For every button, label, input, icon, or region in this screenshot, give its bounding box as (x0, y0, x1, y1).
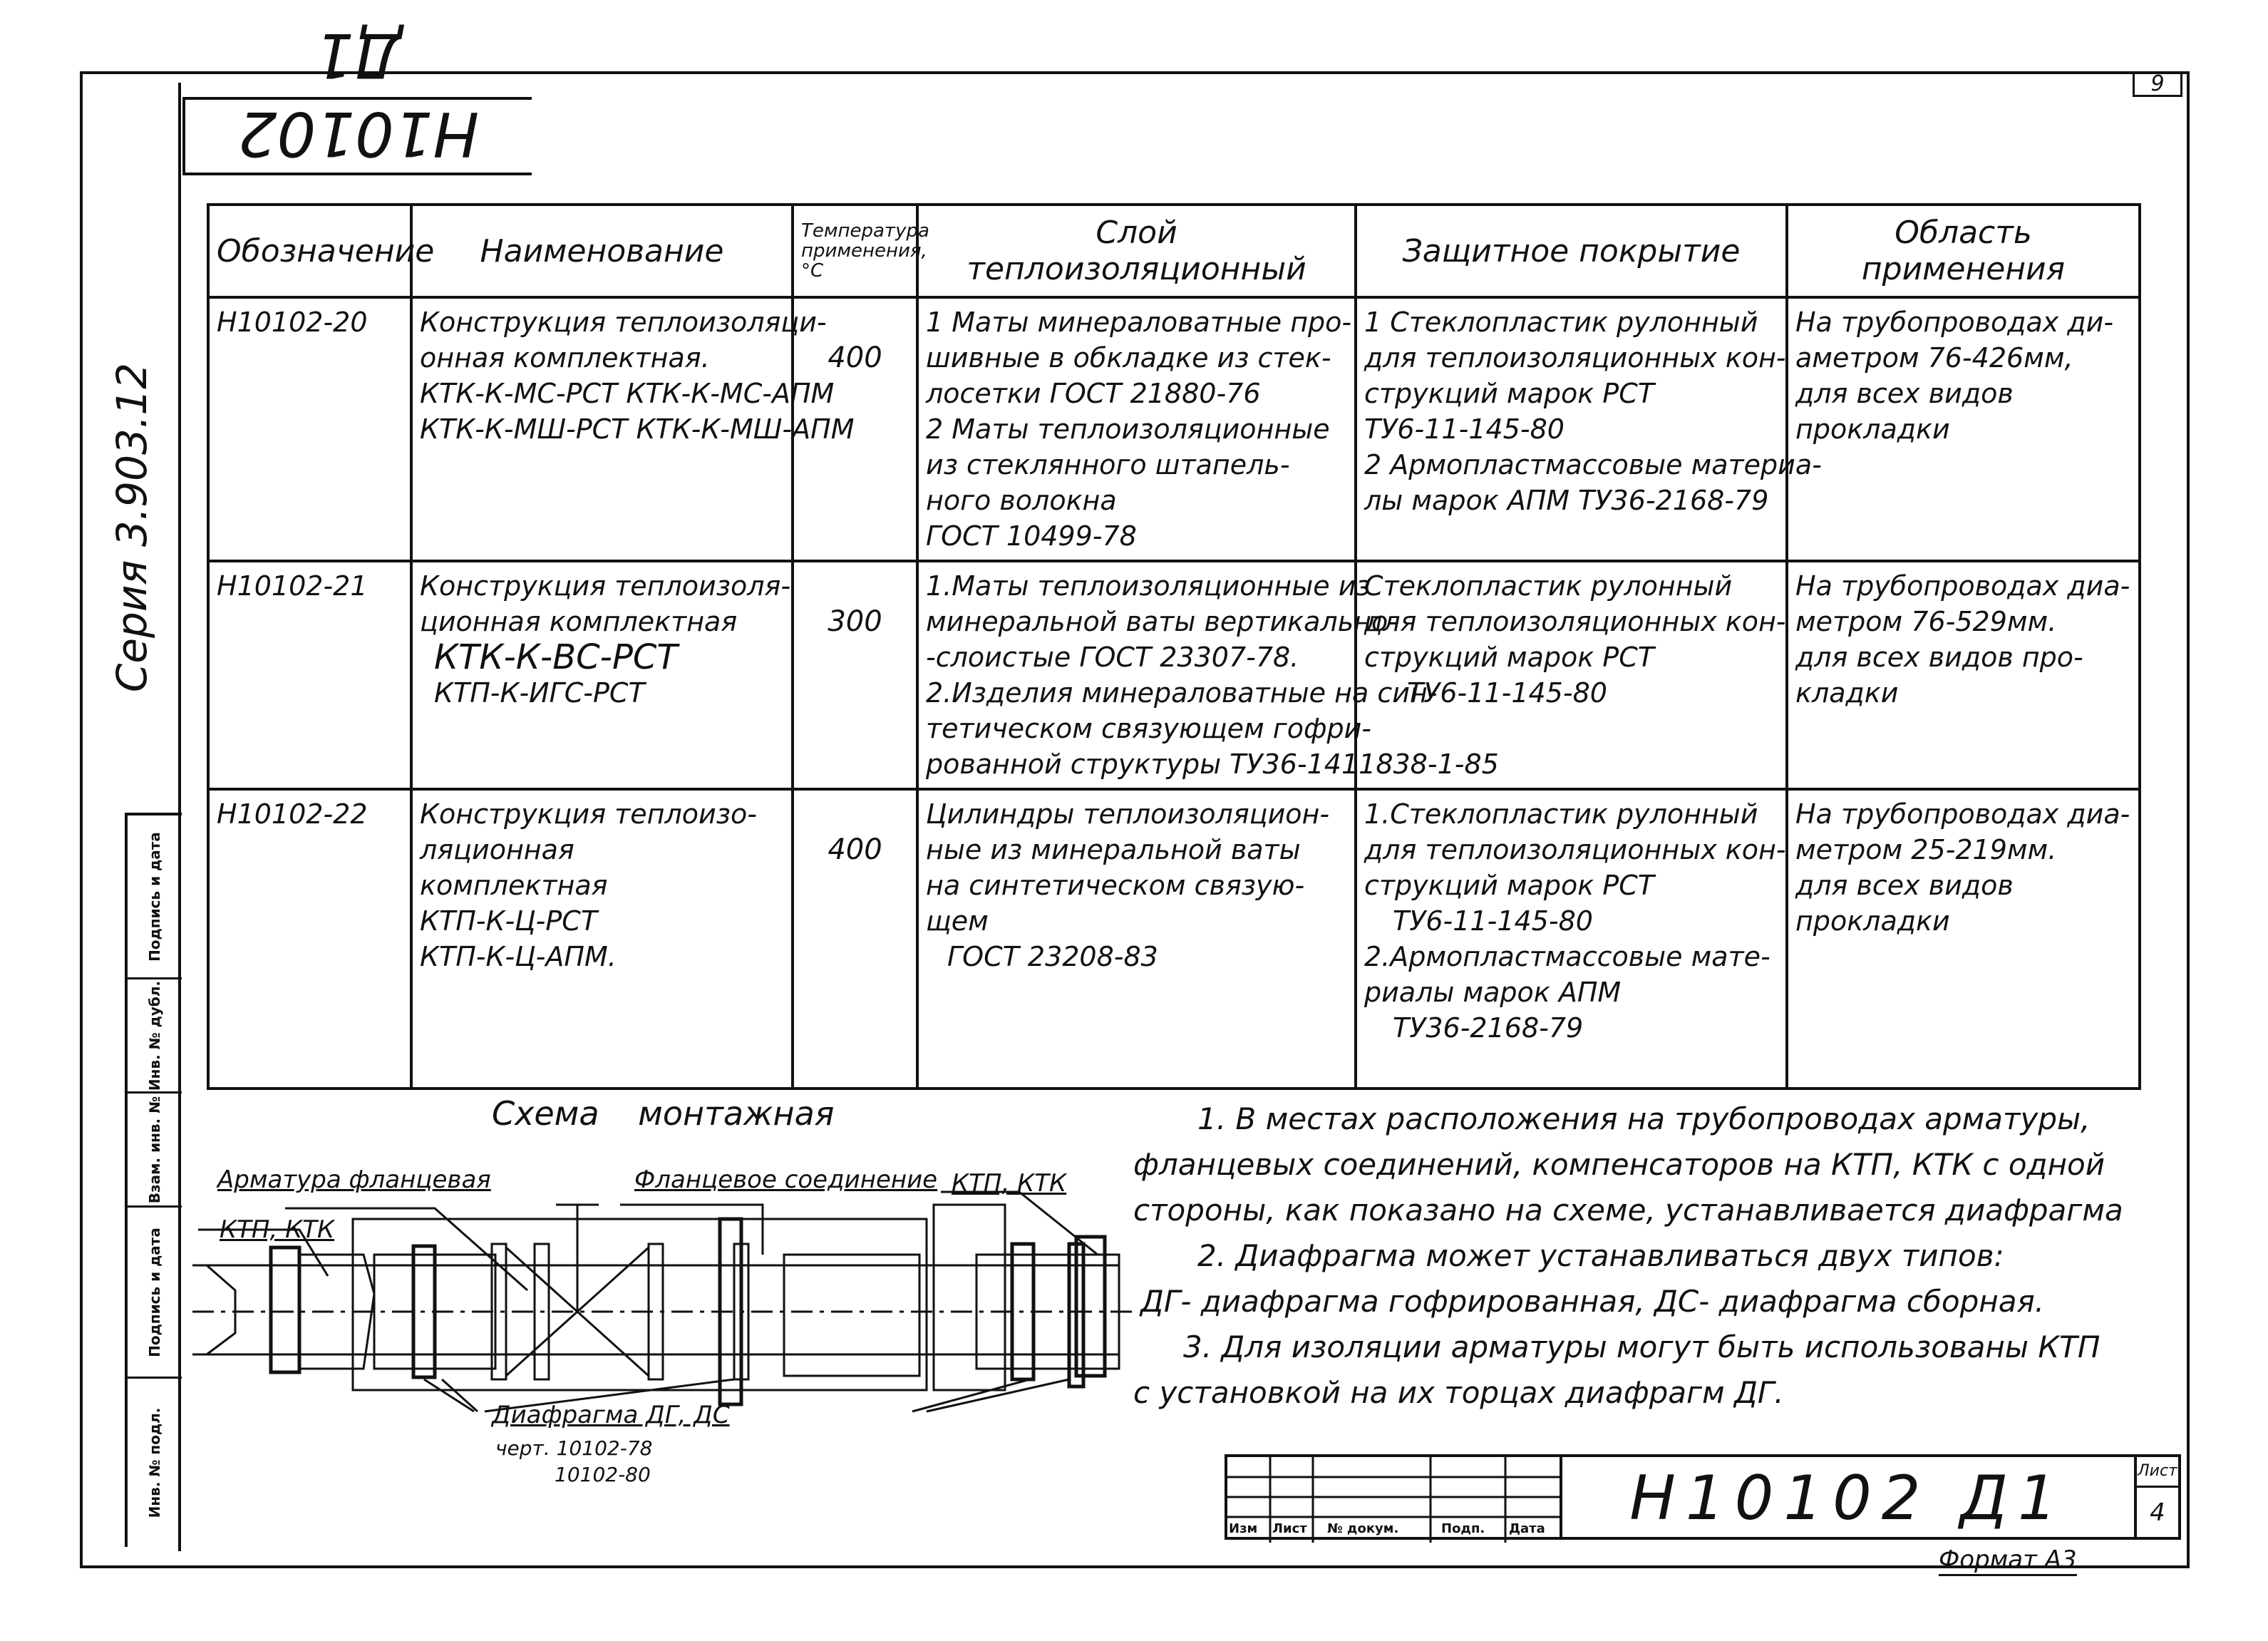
cell-layer (917, 561, 1499, 789)
sheet-number: 9 (2133, 71, 2182, 97)
cell-temperature (793, 789, 917, 1089)
text-line: ТУ6-11-145-80 (1393, 905, 1593, 937)
text-line: 1 Стеклопластик рулонный (1364, 307, 1758, 338)
header-layer: Слой теплоизоляционный (917, 205, 1356, 297)
text-line: щем (926, 905, 989, 937)
cell-designation: Н10102-22 (208, 789, 411, 1089)
mounting-scheme-diagram (192, 1176, 1140, 1419)
col-list: Лист (1272, 1521, 1307, 1536)
text-line: 2 Армопластмассовые материа- (1364, 449, 1822, 480)
cell-area (1787, 561, 2140, 789)
text-line: прокладки (1795, 905, 1950, 937)
text-line: онная комплектная. (420, 342, 710, 374)
text-line: 2 Маты теплоизоляционные (926, 413, 1330, 445)
text-line: рованной структуры ТУ36-1411838-1-85 (926, 749, 1499, 780)
note-line: 3. Для изоляции арматуры могут быть использованы КТП (1183, 1329, 2101, 1364)
side-label: Подпись и дата (146, 831, 163, 962)
side-cell (128, 1208, 182, 1379)
text-line: 1 Маты минераловатные про- (926, 307, 1352, 338)
text-line: тетическом связующем гофри- (926, 713, 1371, 744)
header-temperature: Температура применения, °С (793, 205, 917, 297)
cell-coating (1356, 297, 1822, 561)
format-label: Формат А3 (1939, 1545, 2077, 1576)
note-line: с установкой на их торцах диафрагм ДГ. (1133, 1375, 1784, 1410)
text-line: из стеклянного штапель- (926, 449, 1290, 480)
text-line: 1.Стеклопластик рулонный (1364, 798, 1758, 830)
col-doc: № докум. (1327, 1521, 1399, 1536)
col-sign: Подп. (1441, 1521, 1485, 1536)
label-ktp-left: КТП, КТК (220, 1215, 335, 1244)
label-drawing-2: 10102-80 (555, 1463, 651, 1486)
scheme-title: Схема монтажная (492, 1094, 835, 1133)
text-line: прокладки (1795, 413, 1950, 445)
text-line: для теплоизоляционных кон- (1364, 342, 1786, 374)
side-stamp (125, 813, 182, 1547)
spec-table (207, 203, 2141, 1090)
text-line: ГОСТ 10499-78 (926, 520, 1137, 552)
table-row (208, 561, 2140, 789)
text-line: риалы марок АПМ (1364, 977, 1622, 1008)
text-line: комплектная (420, 870, 608, 901)
side-cell (128, 1094, 182, 1208)
text-line: шивные в обкладке из стек- (926, 342, 1331, 374)
text-line: Конструкция теплоизоля- (420, 570, 791, 602)
text-line: струкций марок РСТ (1364, 642, 1654, 673)
document-code: Н10102 Д1 (1560, 1454, 2137, 1540)
text-line: На трубопроводах диа- (1795, 570, 2130, 602)
text-line: ТУ6-11-145-80 (1364, 413, 1565, 445)
cell-temperature (793, 561, 917, 789)
text-line: ные из минеральной ваты (926, 834, 1301, 865)
header-coating: Защитное покрытие (1356, 205, 1787, 297)
cell-area (1787, 297, 2140, 561)
text-line: для всех видов (1795, 378, 2014, 409)
text-line: для всех видов (1795, 870, 2014, 901)
text-line: аметром 76-426мм, (1795, 342, 2073, 374)
text-line: для теплоизоляционных кон- (1364, 834, 1786, 865)
text-line: струкций марок РСТ (1364, 870, 1654, 901)
text-line: метром 25-219мм. (1795, 834, 2057, 865)
temp-value: 400 (828, 833, 882, 866)
text-line: КТП-К-Ц-РСТ (420, 905, 598, 937)
col-izm: Изм (1229, 1521, 1258, 1536)
notes-block (1133, 1096, 2123, 1416)
series-label (78, 314, 185, 741)
sheet-cell (2137, 1454, 2181, 1540)
text-line: 2.Армопластмассовые мате- (1364, 941, 1770, 972)
note-line: 1. В местах расположения на трубопроводах арматуры, (1197, 1101, 2091, 1136)
table-header-row (208, 205, 2140, 297)
note-line: фланцевых соединений, компенсаторов на КТП, КТК с одной (1133, 1147, 2105, 1182)
label-armature: Арматура фланцевая (217, 1166, 491, 1194)
side-cell (128, 1379, 182, 1547)
text-line: ного волокна (926, 485, 1117, 516)
text-line: ТУ6-11-145-80 (1407, 677, 1607, 709)
note-line: 2. Диафрагма может устанавливаться двух типов: (1197, 1238, 2004, 1273)
series-text: Серия 3.903.12 (108, 362, 156, 693)
header-designation: Обозначение (208, 205, 411, 297)
text-line: кладки (1795, 677, 1899, 709)
label-drawing: черт. 10102-78 (495, 1436, 653, 1460)
side-label: Инв. № подл. (146, 1407, 163, 1518)
text-line: КТП-К-ИГС-РСТ (434, 677, 645, 709)
note-line: стороны, как показано на схеме, устанавливается диафрагма (1133, 1193, 2123, 1228)
cell-designation: Н10102-20 (208, 297, 411, 561)
text-line: ционная комплектная (420, 606, 738, 637)
table-row (208, 297, 2140, 561)
text-line: ТУ36-2168-79 (1393, 1012, 1584, 1044)
temp-value: 400 (828, 341, 882, 374)
text-line: Цилиндры теплоизоляцион- (926, 798, 1330, 830)
header-area: Область применения (1787, 205, 2140, 297)
text-line: КТК-К-ВС-РСТ (434, 637, 678, 677)
text-line: струкций марок РСТ (1364, 378, 1654, 409)
cell-coating (1356, 789, 1787, 1089)
text-line: ляционная (420, 834, 574, 865)
sheet-value: 4 (2150, 1498, 2165, 1527)
side-cell (128, 979, 182, 1094)
text-line: -слоистые ГОСТ 23307-78. (926, 642, 1299, 673)
cell-area (1787, 789, 2140, 1089)
cell-layer (917, 789, 1356, 1089)
header-name: Наименование (411, 205, 793, 297)
text-line: ГОСТ 23208-83 (947, 941, 1158, 972)
cell-name (411, 561, 793, 789)
text-line: Конструкция теплоизоляци- (420, 307, 827, 338)
text-line: КТК-К-МС-РСТ КТК-К-МС-АПМ (420, 378, 835, 409)
text-line: На трубопроводах ди- (1795, 307, 2114, 338)
text-line: 2.Изделия минераловатные на син- (926, 677, 1438, 709)
text-line: для всех видов про- (1795, 642, 2083, 673)
side-label: Инв. № дубл. (146, 980, 163, 1091)
text-line: лосетки ГОСТ 21880-76 (926, 378, 1261, 409)
cell-designation: Н10102-21 (208, 561, 411, 789)
sheet-label: Лист (2137, 1457, 2178, 1488)
side-label: Подпись и дата (146, 1227, 163, 1357)
text-line: На трубопроводах диа- (1795, 798, 2130, 830)
label-flange: Фланцевое соединение (634, 1166, 938, 1194)
text-line: минеральной ваты вертикально- (926, 606, 1398, 637)
text-line: лы марок АПМ ТУ36-2168-79 (1364, 485, 1769, 516)
label-ktp-right: КТП, КТК (952, 1169, 1067, 1198)
text-line: на синтетическом связую- (926, 870, 1305, 901)
side-label: Взам. инв. № (146, 1096, 163, 1203)
side-cell (128, 816, 182, 979)
text-line: Стеклопластик рулонный (1364, 570, 1733, 602)
text-line: 1.Маты теплоизоляционные из (926, 570, 1371, 602)
text-line: Конструкция теплоизо- (420, 798, 757, 830)
text-line: КТП-К-Ц-АПМ. (420, 941, 617, 972)
label-diaphragm: Диафрагма ДГ, ДС (492, 1401, 730, 1429)
cell-layer (917, 297, 1356, 561)
table-row (208, 789, 2140, 1089)
title-block (1225, 1454, 2177, 1540)
note-line: ДГ- диафрагма гофрированная, ДС- диафрагма сборная. (1140, 1284, 2045, 1319)
text-line: метром 76-529мм. (1795, 606, 2057, 637)
temp-value: 300 (828, 605, 882, 638)
col-date: Дата (1509, 1521, 1545, 1536)
revision-grid (1225, 1454, 1560, 1540)
top-stamp-code: Н10102 Д1 (182, 97, 532, 175)
text-line: КТК-К-МШ-РСТ КТК-К-МШ-АПМ (420, 413, 855, 445)
cell-name (411, 789, 793, 1089)
text-line: для теплоизоляционных кон- (1364, 606, 1786, 637)
